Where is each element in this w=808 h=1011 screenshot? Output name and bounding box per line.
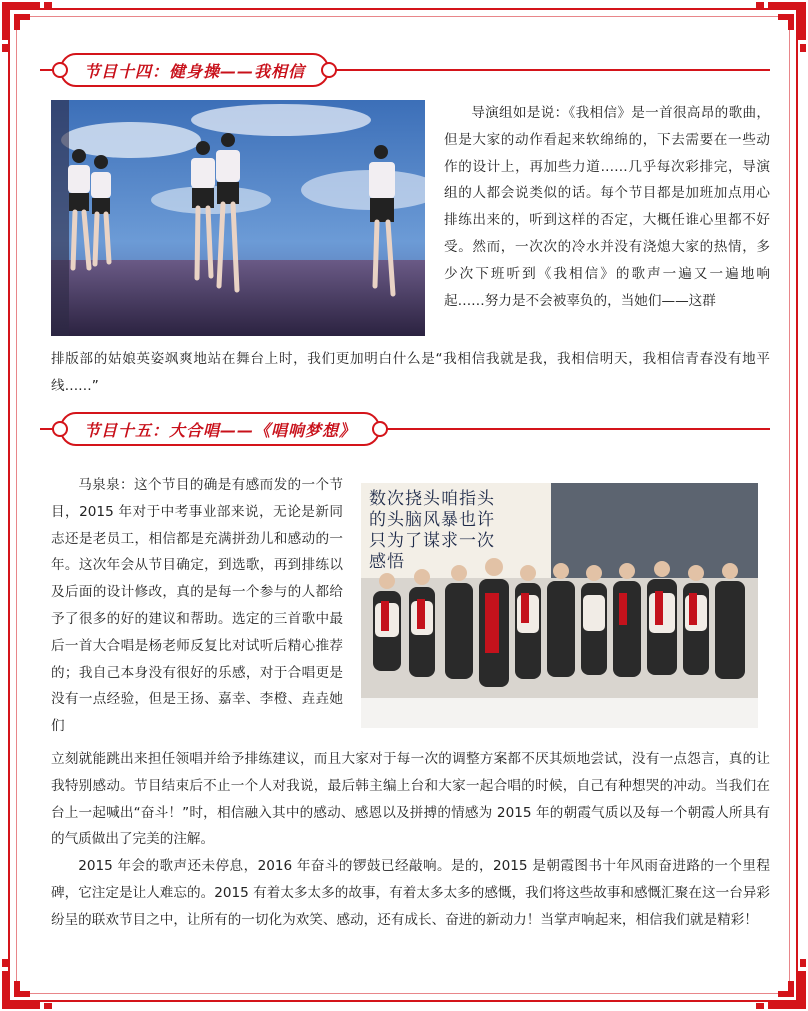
- section-14-title: 节目十四：健身操——我相信: [84, 61, 306, 81]
- corner-ornament-top-right: [754, 0, 808, 54]
- photo-screen-text: 数次挠头咱指头 的头脑风暴也许 只为了谋求一次 感悟: [369, 489, 495, 572]
- corner-ornament-top-left: [0, 0, 54, 54]
- section-15-title: 节目十五：大合唱——《唱响梦想》: [84, 420, 357, 440]
- corner-ornament-bottom-right: [754, 957, 808, 1011]
- section-15-side-text: 马泉泉：这个节目的确是有感而发的一个节目，2015 年对于中考事业部来说，无论是新同志还是老员工，相信都是充满拼劲儿和感动的一年。这次年会从节目确定，到选歌，再到排练以及后面的设计修改，真的是每一个参与的人都给予了很多的好的建议和帮助。选定的三首歌中最后一首大合唱是杨老师反复比对试听后精心推荐的；我自己本身没有很好的乐感，对于合唱更是没有一点经验，但是王扬、嘉幸、李橙、垚垚她们: [51, 477, 343, 735]
- section-14-side-text: 导演组如是说：《我相信》是一首很高昂的歌曲，但是大家的动作看起来软绵绵的，下去需要在一些动作的设计上，再加些力道……几乎每次彩排完，导演组的人都会说类似的话。每个节目都是加班加点用心排练出来的，听到这样的否定，大概任谁心里都不好受。然而，一次次的冷水并没有浇熄大家的热情，多少次下班听到《我相信》的歌声一遍又一遍地响起……努力是不会被辜负的，当她们——这群: [444, 105, 770, 309]
- section-15-full-text: 立刻就能跳出来担任领唱并给予排练建议，而且大家对于每一次的调整方案都不厌其烦地尝试，没有一点怨言，真的让我特别感动。节目结束后不止一个人对我说，最后韩主编上台和大家一起合唱的时候，自己有种想哭的冲动。当我们在台上一起喊出“奋斗！”时，相信融入其中的感动、感恩以及拼搏的情感为 2015 年的朝霞气质以及每一个朝霞人所具有的气质做出了完美的注解。 2015 年会的歌声还未停息，2016 年奋斗的锣鼓已经敲响。是的，2015 是朝霞图书十年风雨奋进路的一个里程碑，它注定是让人难忘的。2015 有着太多太多的故事，有着太多太多的感慨，我们将这些故事和感慨汇聚在这一台异彩纷呈的联欢节目之中，让所有的一切化为欢笑、感动，还有成长、奋进的新动力！当掌声响起来，相信我们就是精彩！: [51, 751, 770, 928]
- section-14-full-text: 排版部的姑娘英姿飒爽地站在舞台上时，我们更加明白什么是“我相信我就是我，我相信明天，我相信青春没有地平线……”: [51, 351, 770, 394]
- dance-performance-photo: [51, 100, 425, 336]
- choir-performance-photo: [361, 483, 758, 728]
- section-15-heading: [60, 411, 380, 447]
- corner-ornament-bottom-left: [0, 957, 54, 1011]
- section-14-heading: [60, 52, 329, 88]
